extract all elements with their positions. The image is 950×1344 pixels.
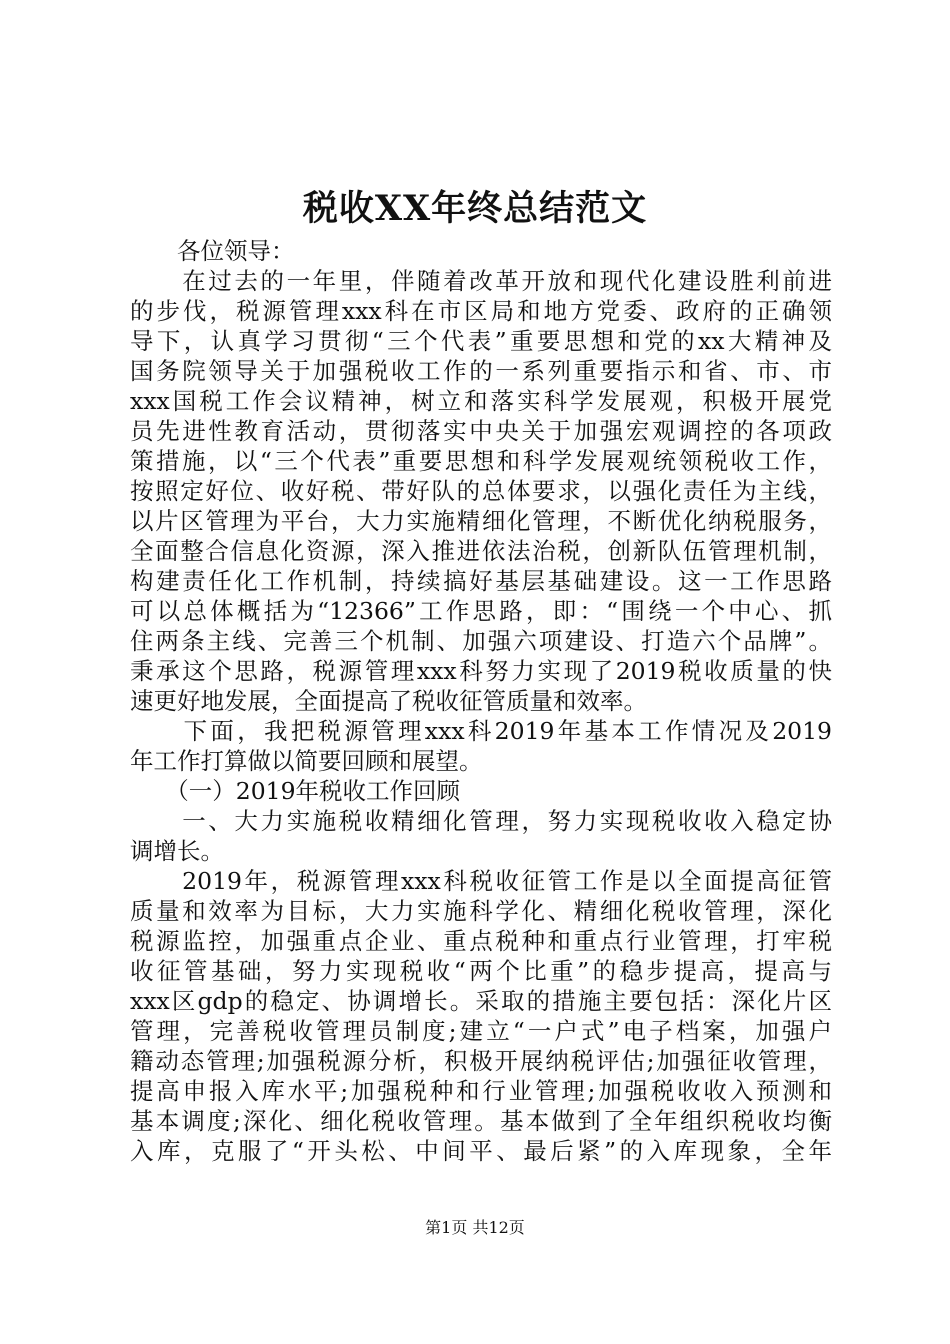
body-line: 收征管基础，努力实现税收“两个比重”的稳步提高，提高与 <box>130 957 832 985</box>
body-line: 入库，克服了“开头松、中间平、最后紧”的入库现象，全年 <box>130 1137 832 1165</box>
body-line: 秉承这个思路，税源管理xxx科努力实现了2019税收质量的快 <box>130 657 832 685</box>
body-line: 2019年，税源管理xxx科税收征管工作是以全面提高征管 <box>130 867 832 895</box>
body-line: 在过去的一年里，伴随着改革开放和现代化建设胜利前进 <box>130 267 832 295</box>
body-line: 全面整合信息化资源，深入推进依法治税，创新队伍管理机制， <box>130 537 832 565</box>
body-line: 下面，我把税源管理xxx科2019年基本工作情况及2019 <box>130 717 832 745</box>
body-line: （一）2019年税收工作回顾 <box>130 777 461 805</box>
body-line: 国务院领导关于加强税收工作的一系列重要指示和省、市、市 <box>130 357 832 385</box>
body-line: 籍动态管理;加强税源分析，积极开展纳税评估;加强征收管理， <box>130 1047 832 1075</box>
body-line: 导下，认真学习贯彻“三个代表”重要思想和党的xx大精神及 <box>130 327 832 355</box>
body-line: 可以总体概括为“12366”工作思路，即：“围绕一个中心、抓 <box>130 597 832 625</box>
document-title: 税收XX年终总结范文 <box>302 188 648 229</box>
body-line: xxx国税工作会议精神，树立和落实科学发展观，积极开展党 <box>130 387 832 415</box>
body-line: 住两条主线、完善三个机制、加强六项建设、打造六个品牌”。 <box>130 627 832 655</box>
body-line: xxx区gdp的稳定、协调增长。采取的措施主要包括：深化片区 <box>130 987 832 1015</box>
body-line: 基本调度;深化、细化税收管理。基本做到了全年组织税收均衡 <box>130 1107 832 1135</box>
page-footer: 第1页 共12页 <box>425 1218 525 1237</box>
body-line: 质量和效率为目标，大力实施科学化、精细化税收管理，深化 <box>130 897 832 925</box>
body-line: 的步伐，税源管理xxx科在市区局和地方党委、政府的正确领 <box>130 297 832 325</box>
body-line: 一、大力实施税收精细化管理，努力实现税收收入稳定协 <box>130 807 832 835</box>
body-line: 税源监控，加强重点企业、重点税种和重点行业管理，打牢税 <box>130 927 832 955</box>
body-line: 按照定好位、收好税、带好队的总体要求，以强化责任为主线， <box>130 477 832 505</box>
body-line: 构建责任化工作机制，持续搞好基层基础建设。这一工作思路 <box>130 567 832 595</box>
body-line: 管理，完善税收管理员制度;建立“一户式”电子档案，加强户 <box>130 1017 832 1045</box>
body-line: 策措施，以“三个代表”重要思想和科学发展观统领税收工作， <box>130 447 832 475</box>
body-line: 员先进性教育活动，贯彻落实中央关于加强宏观调控的各项政 <box>130 417 832 445</box>
body-line: 各位领导： <box>130 237 295 265</box>
body-line: 以片区管理为平台，大力实施精细化管理，不断优化纳税服务， <box>130 507 832 535</box>
body-line: 提高申报入库水平;加强税种和行业管理;加强税收收入预测和 <box>130 1077 832 1105</box>
document-body <box>130 236 832 1166</box>
body-line: 年工作打算做以简要回顾和展望。 <box>130 747 483 775</box>
body-line: 速更好地发展，全面提高了税收征管质量和效率。 <box>130 687 647 715</box>
body-line: 调增长。 <box>130 837 224 865</box>
